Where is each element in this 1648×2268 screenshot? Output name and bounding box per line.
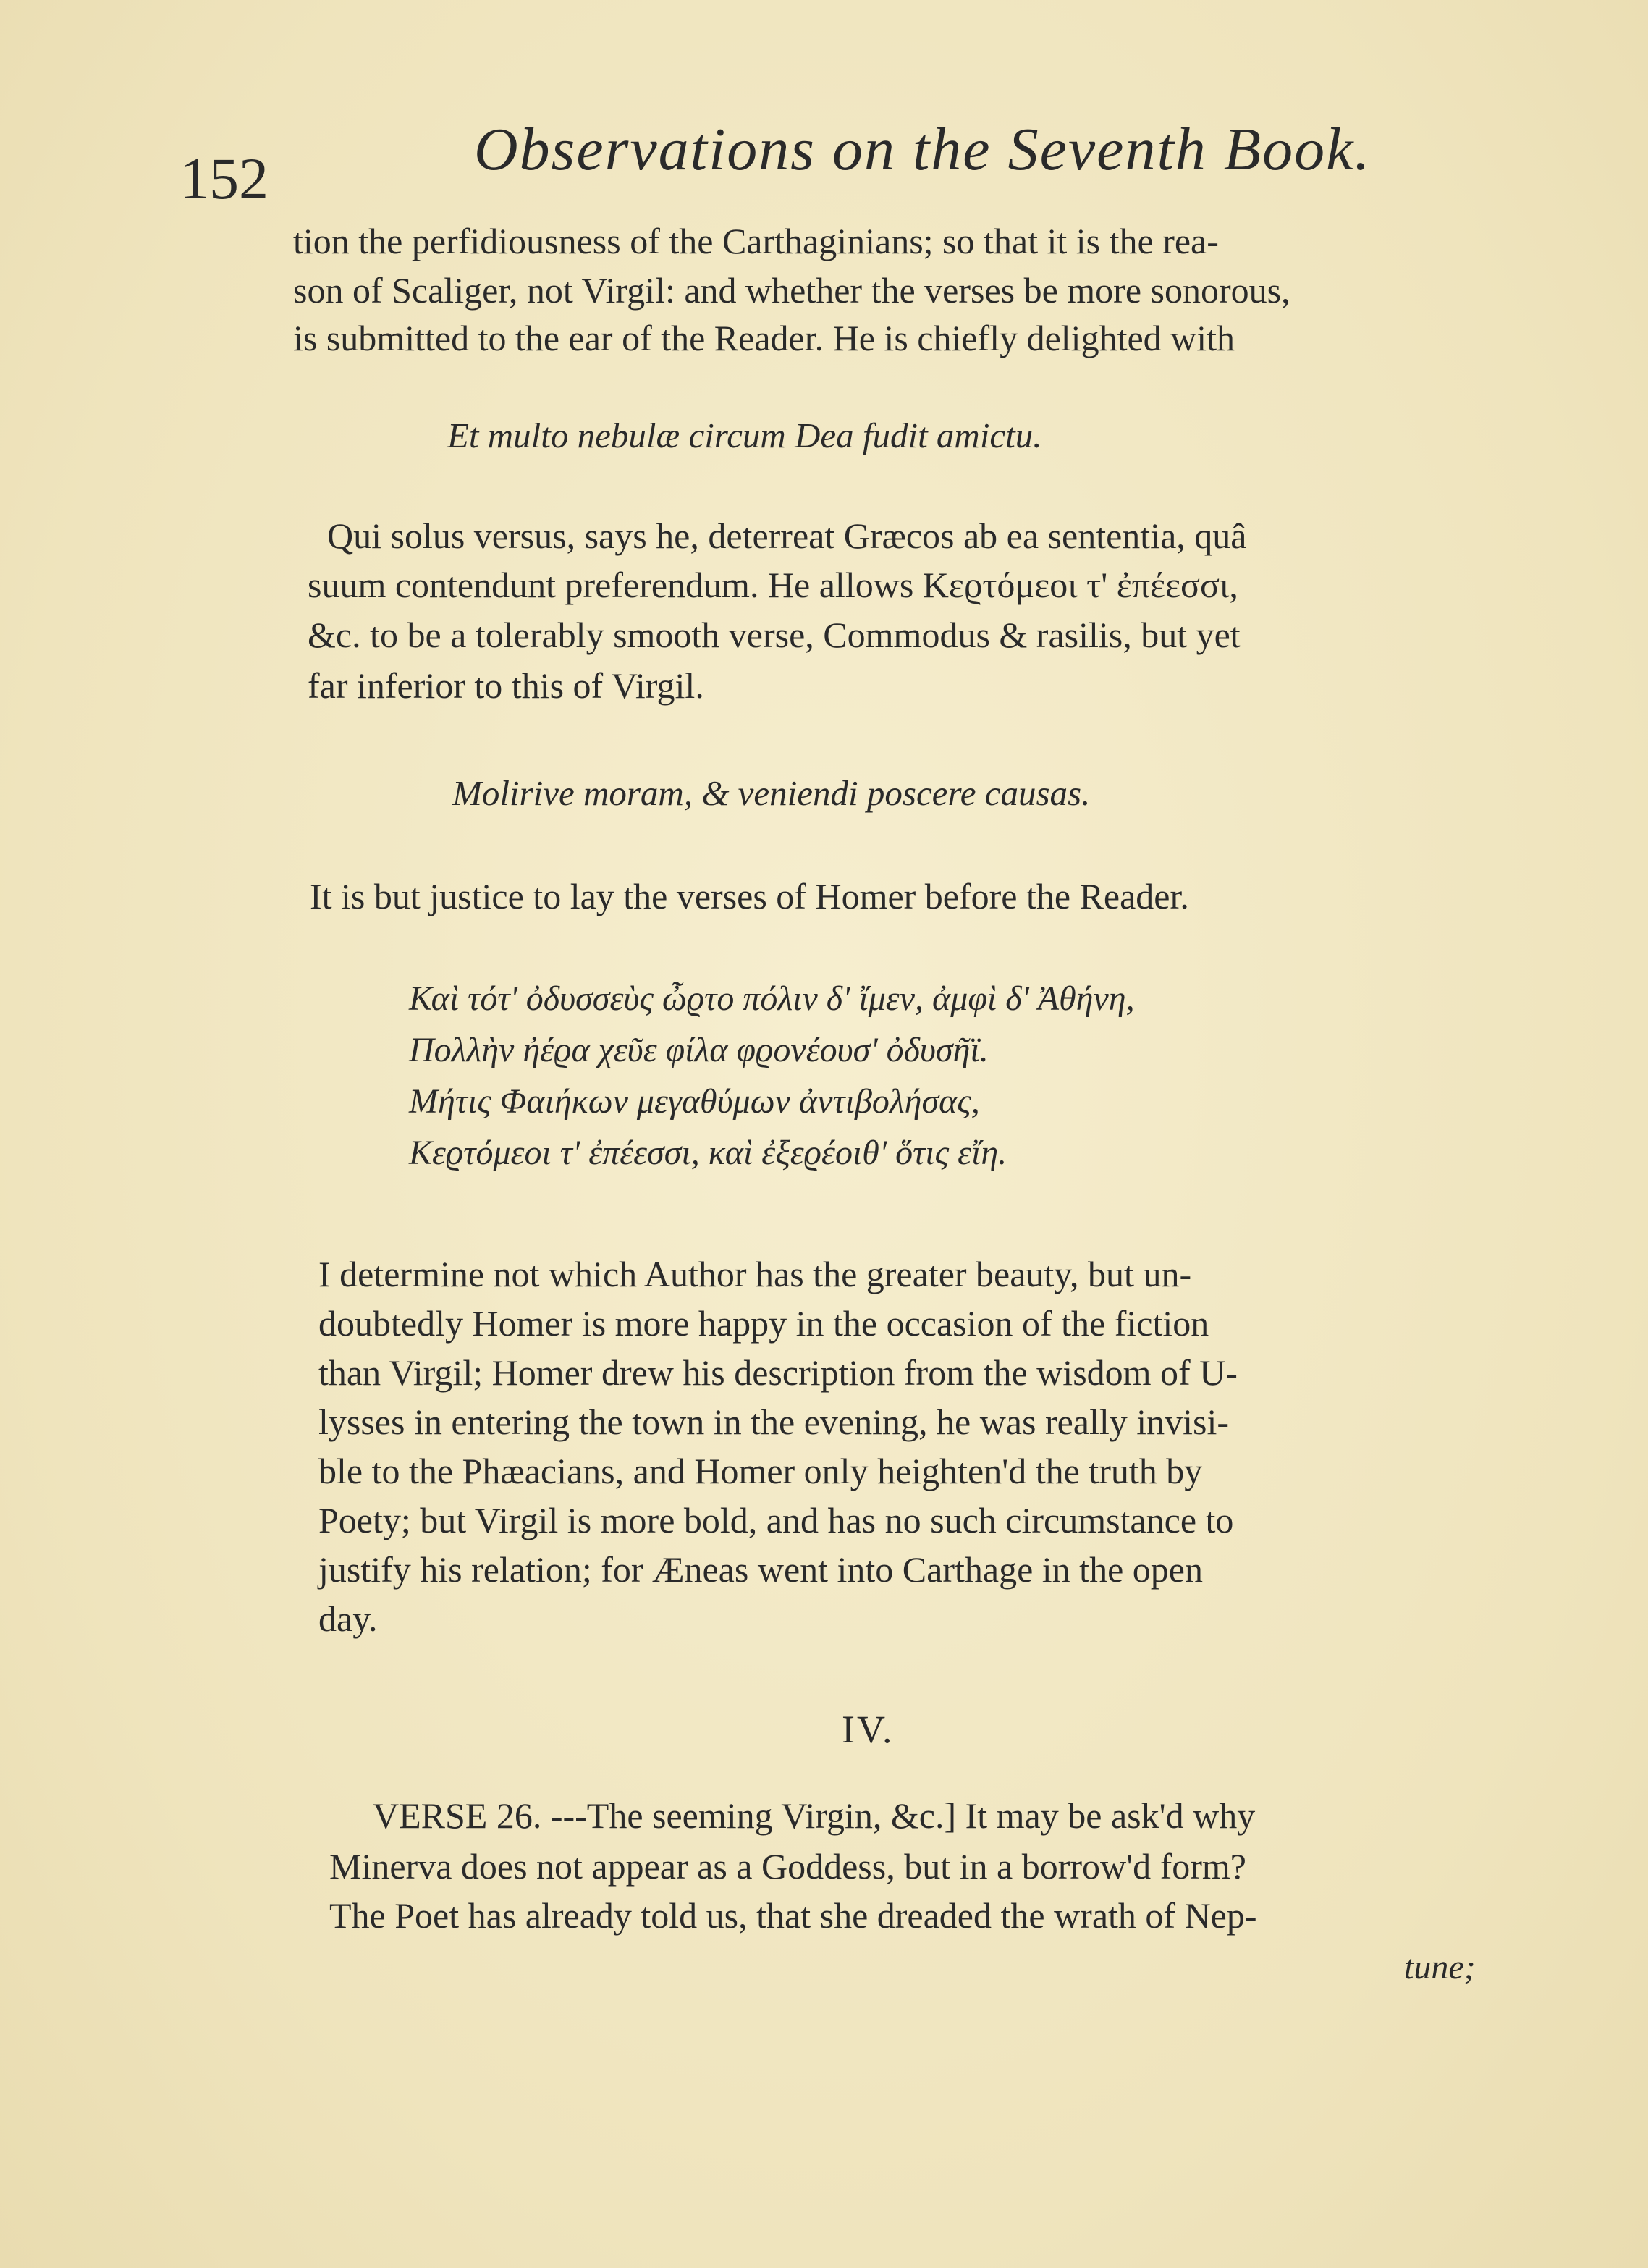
- text-line: far inferior to this of Virgil.: [308, 665, 704, 706]
- text-line: day.: [318, 1598, 378, 1639]
- greek-verse: Καὶ τότ' ὀδυσσεὺς ὦϱτο πόλιν δ' ἴμεν, ἀμφὶ δ' Ἀθήνη,: [409, 979, 1135, 1018]
- greek-verse: Μήτις Φαιήκων μεγαθύμων ἀντιβολήσας,: [409, 1082, 980, 1121]
- text-line: than Virgil; Homer drew his description from the wisdom of U-: [318, 1352, 1238, 1393]
- text-line: justify his relation; for Æneas went into Carthage in the open: [318, 1549, 1203, 1590]
- text-line: It is but justice to lay the verses of Homer before the Reader.: [310, 876, 1189, 916]
- catchword: tune;: [1404, 1948, 1476, 1986]
- text-line: suum contendunt preferendum. He allows Κεϱτόμεοι τ' ἐπέεσσι,: [308, 565, 1238, 605]
- text-line: The Poet has already told us, that she dreaded the wrath of Nep-: [329, 1895, 1257, 1936]
- latin-quote: Et multo nebulæ circum Dea fudit amictu.: [447, 416, 1042, 455]
- text-line: VERSE 26. ---The seeming Virgin, &c.] It may be ask'd why: [373, 1795, 1256, 1836]
- section-number: IV.: [842, 1708, 895, 1751]
- text-line: tion the perfidiousness of the Carthaginians; so that it is the rea-: [293, 221, 1219, 261]
- text-line: ble to the Phæacians, and Homer only heighten'd the truth by: [318, 1451, 1203, 1491]
- text-line: is submitted to the ear of the Reader. He is chiefly delighted with: [293, 318, 1235, 358]
- running-head: Observations on the Seventh Book.: [474, 116, 1372, 183]
- greek-verse: Κεϱτόμεοι τ' ἐπέεσσι, καὶ ἐξεϱέοιθ' ὅτις εἴη.: [409, 1134, 1007, 1172]
- text-line: Minerva does not appear as a Goddess, but in a borrow'd form?: [329, 1846, 1246, 1887]
- text-line: Qui solus versus, says he, deterreat Græcos ab ea sententia, quâ: [327, 515, 1247, 556]
- text-line: Poety; but Virgil is more bold, and has no such circumstance to: [318, 1500, 1234, 1540]
- text-line: I determine not which Author has the greater beauty, but un-: [318, 1254, 1192, 1294]
- greek-verse: Πολλὴν ἠέϱα χεῦε φίλα φϱονέουσ' ὀδυσῆϊ.: [409, 1031, 989, 1069]
- text-line: lysses in entering the town in the evening, he was really invisi-: [318, 1401, 1230, 1442]
- text-line: doubtedly Homer is more happy in the occasion of the fiction: [318, 1303, 1209, 1344]
- page-number: 152: [179, 146, 269, 211]
- text-line: &c. to be a tolerably smooth verse, Commodus & rasilis, but yet: [308, 615, 1241, 655]
- text-line: son of Scaliger, not Virgil: and whether the verses be more sonorous,: [293, 270, 1290, 311]
- latin-quote: Molirive moram, & veniendi poscere causas.: [452, 773, 1091, 813]
